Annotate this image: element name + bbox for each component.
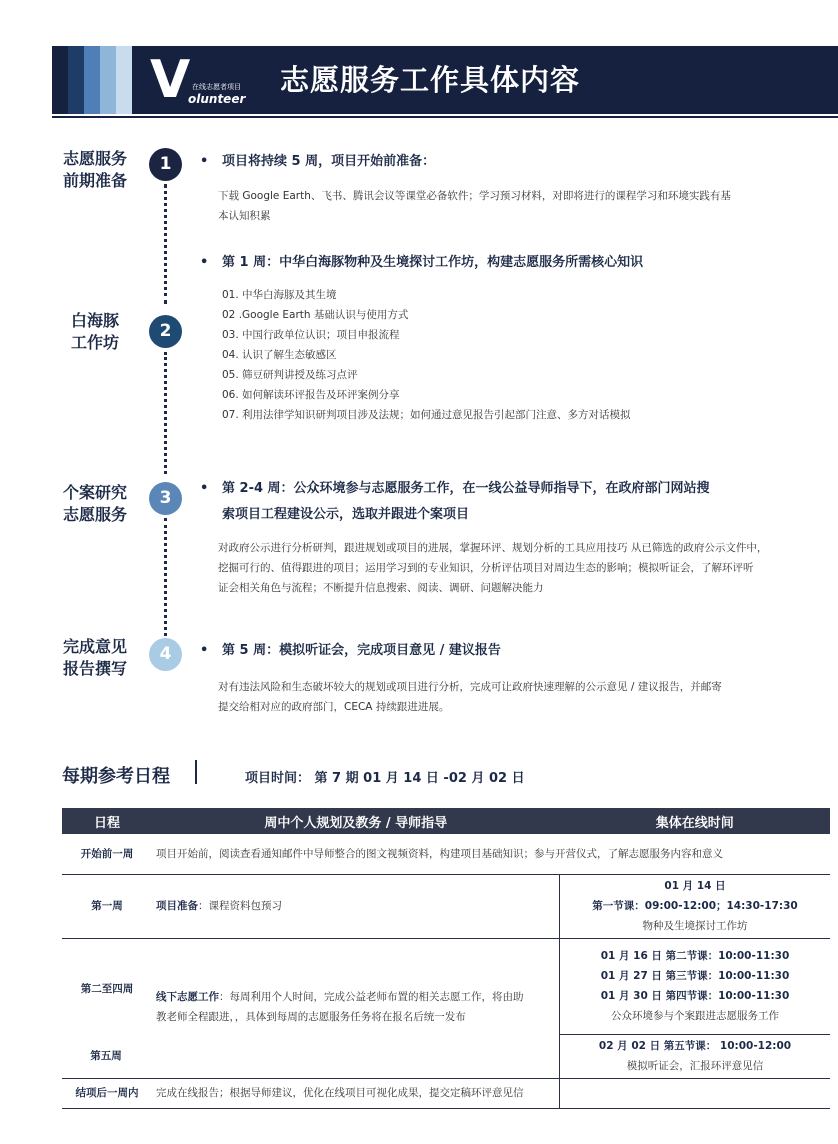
- step-number-1: 1: [149, 148, 182, 181]
- table-cell: [152, 874, 560, 938]
- table-cell-day: 第五周: [62, 1046, 150, 1066]
- stage-list-2: [222, 285, 631, 425]
- timeline-connector: [164, 518, 170, 636]
- column-header: 周中个人规划及教务 / 导师指导: [152, 808, 560, 834]
- heading-text: 第 1 周：中华白海豚物种及生境探讨工作坊，构建志愿服务所需核心知识: [222, 255, 644, 270]
- table-cell: [560, 1078, 831, 1108]
- cell-line: 公众环境参与个案跟进志愿服务工作: [611, 1010, 779, 1022]
- cell-text: 教老师全程跟进，，具体到每周的志愿服务任务将在报名后统一发布: [156, 1010, 466, 1023]
- banner-stripe: [84, 46, 100, 114]
- list-item: 03. 中国行政单位认识；项目申报流程: [222, 329, 400, 341]
- table-cell-day: 第一周: [62, 874, 152, 938]
- page-title: 志愿服务工作具体内容: [280, 63, 581, 97]
- bold-label: 项目准备: [156, 900, 198, 912]
- stage-label-line: 报告撰写: [62, 659, 127, 678]
- text-line: 证会相关角色与流程；不断提升信息搜索、阅读、调研、问题解决能力: [218, 582, 544, 594]
- bullet-icon: •: [200, 154, 209, 169]
- schedule-title: 每期参考日程: [62, 766, 170, 787]
- timeline-connector: [164, 352, 170, 474]
- table-cell-day: 结项后一周内: [62, 1078, 152, 1108]
- table-row: [62, 938, 830, 1034]
- cell-line: 01 月 30 日 第四节课：10:00-11:30: [600, 990, 790, 1002]
- bold-label: 线下志愿工作: [156, 990, 219, 1003]
- stage-label-line: 个案研究: [62, 483, 127, 502]
- table-cell: [560, 874, 831, 938]
- table-cell-day: 开始前一周: [62, 834, 152, 874]
- text-line: 下载 Google Earth、飞书、腾讯会议等课堂必备软件；学习预习材料，对即将进行的课程学习和环境实践有基: [218, 190, 731, 202]
- logo-subtitle: 在线志愿者项目: [192, 83, 241, 91]
- text-line: 提交给相对应的政府部门，CECA 持续跟进进展。: [218, 701, 450, 713]
- stage-label-2: [50, 310, 140, 354]
- cell-text: ：课程资料包预习: [198, 900, 282, 912]
- table-header-row: [62, 808, 830, 834]
- step-number-2: 2: [149, 315, 182, 348]
- logo-word: olunteer: [188, 92, 246, 106]
- text-line: 对政府公示进行分析研判，跟进规划或项目的进展，掌握环评、规划分析的工具应用技巧 从已筛选的政府公示文件中，: [218, 542, 768, 554]
- logo-letter: V: [150, 50, 191, 110]
- list-item: 01. 中华白海豚及其生境: [222, 289, 337, 301]
- step-number-4: 4: [149, 638, 182, 671]
- stage-text-1: [218, 186, 803, 226]
- stage-label-line: 前期准备: [62, 171, 127, 190]
- list-item: 06. 如何解读环评报告及环评案例分享: [222, 389, 400, 401]
- table-cell: 完成在线报告；根据导师建议，优化在线项目可视化成果，提交定稿环评意见信: [152, 1078, 560, 1108]
- list-item: 04. 认识了解生态敏感区: [222, 349, 337, 361]
- text-line: 对有违法风险和生态破坏较大的规划或项目进行分析，完成可让政府快速理解的公示意见 / 建议报告，并邮寄: [218, 681, 722, 693]
- stage-text-4: [218, 677, 803, 717]
- cell-line: 01 月 16 日 第二节课：10:00-11:30: [600, 950, 790, 962]
- cell-line: 物种及生境探讨工作坊: [642, 920, 748, 932]
- stage-label-3: [50, 482, 140, 526]
- cell-line: 第一节课：09:00-12:00；14:30-17:30: [592, 900, 798, 912]
- heading-text: 第 2-4 周：公众环境参与志愿服务工作，在一线公益导师指导下，在政府部门网站搜: [222, 481, 710, 496]
- divider: [195, 760, 197, 784]
- banner-stripe: [100, 46, 116, 114]
- bullet-icon: •: [200, 481, 209, 496]
- timeline-connector: [164, 184, 170, 304]
- table-row: [62, 834, 830, 874]
- heading-text: 索项目工程建设公示，选取并跟进个案项目: [222, 507, 470, 522]
- cell-line: 02 月 02 日 第五节课： 10:00-12:00: [598, 1040, 792, 1052]
- stage-label-line: 完成意见: [62, 637, 127, 656]
- bullet-icon: •: [200, 255, 209, 270]
- column-header: 集体在线时间: [560, 808, 831, 834]
- table-cell: [560, 938, 831, 1034]
- schedule-table: [62, 808, 830, 1109]
- heading-text: 第 5 周：模拟听证会，完成项目意见 / 建议报告: [222, 643, 501, 658]
- list-item: 07. 利用法律学知识研判项目涉及法规；如何通过意见报告引起部门注意、多方对话模拟: [222, 409, 631, 421]
- column-header: 日程: [62, 808, 152, 834]
- table-cell: 项目开始前，阅读查看通知邮件中导师整合的图文视频资料，构建项目基础知识；参与开营仪式，了解志愿服务内容和意义: [152, 834, 830, 874]
- text-line: 本认知积累: [218, 210, 271, 222]
- table-cell: [560, 1034, 831, 1078]
- stage-label-1: [50, 148, 140, 192]
- table-row: [62, 874, 830, 938]
- text-line: 挖掘可行的、值得跟进的项目；运用学习到的专业知识，分析评估项目对周边生态的影响；模拟听证会，了解环评听: [218, 562, 754, 574]
- stage-heading-1: [200, 149, 435, 175]
- divider: [52, 116, 838, 118]
- cell-line: 01 月 27 日 第三节课：10:00-11:30: [600, 970, 790, 982]
- cell-line: 01 月 14 日: [664, 880, 726, 892]
- stage-label-line: 志愿服务: [62, 149, 127, 168]
- stage-heading-3: [200, 476, 710, 528]
- table-row: [62, 1078, 830, 1108]
- stage-label-line: 志愿服务: [62, 505, 127, 524]
- cell-line: 模拟听证会，汇报环评意见信: [626, 1060, 764, 1072]
- stage-label-line: 工作坊: [70, 333, 119, 352]
- step-number-3: 3: [149, 482, 182, 515]
- table-cell: [152, 938, 560, 1078]
- stage-heading-2: [200, 250, 643, 276]
- stage-text-3: [218, 538, 803, 598]
- stage-label-4: [50, 636, 140, 680]
- table-cell-day: 第二至四周: [62, 938, 152, 1078]
- heading-text: 项目将持续 5 周，项目开始前准备：: [222, 154, 436, 169]
- cell-text: ：每周利用个人时间，完成公益老师布置的相关志愿工作，将由助: [219, 990, 524, 1003]
- bullet-icon: •: [200, 643, 209, 658]
- list-item: 05. 筛豆研判讲授及练习点评: [222, 369, 358, 381]
- schedule-time: 项目时间： 第 7 期 01 月 14 日 -02 月 02 日: [245, 771, 525, 786]
- banner-stripe: [68, 46, 84, 114]
- banner-stripe: [116, 46, 132, 114]
- list-item: 02 .Google Earth 基础认识与使用方式: [222, 309, 409, 321]
- stage-heading-4: [200, 638, 501, 664]
- stage-label-line: 白海豚: [70, 311, 119, 330]
